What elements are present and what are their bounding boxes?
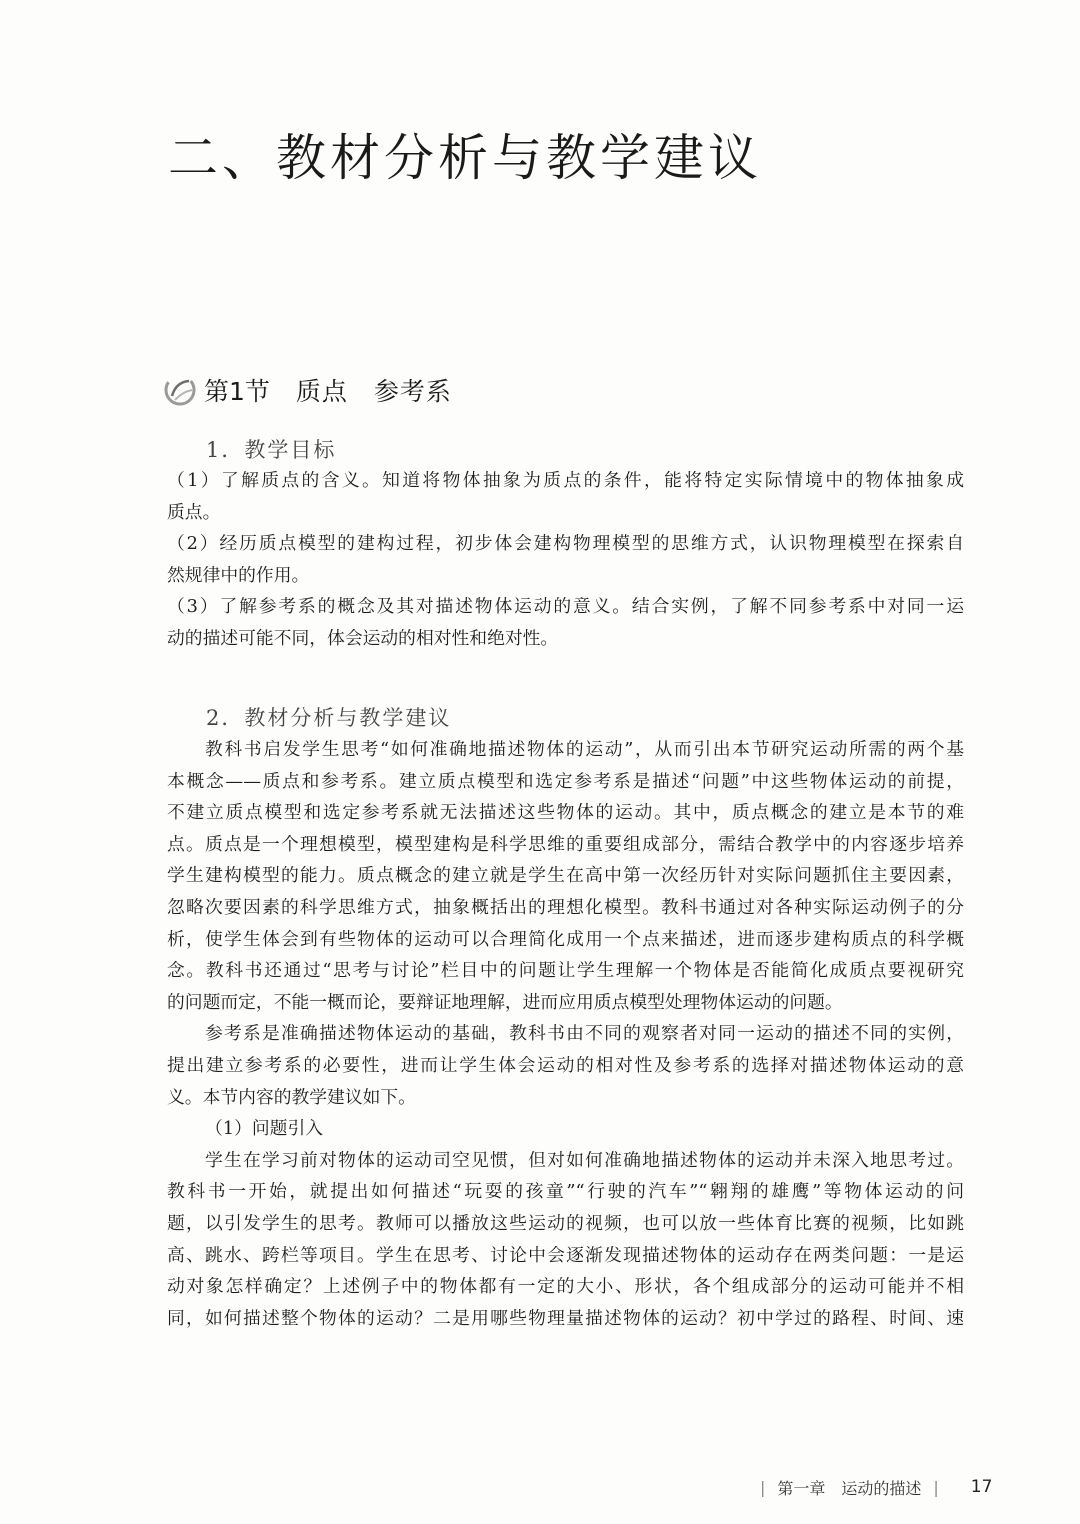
para-1-line-7: 析，使学生体会到有些物体的运动可以合理简化成用一个点来描述，进而逐步建构质点的科学概: [167, 928, 964, 950]
para-1-line-6: 忽略次要因素的科学思维方式，抽象概括出的理想化模型。教科书通过对各种实际运动例子的分: [167, 896, 964, 918]
goal-2-line-1: （2）经历质点模型的建构过程，初步体会建构物理模型的思维方式，认识物理模型在探索自: [167, 533, 964, 555]
para-2-line-3: 义。本节内容的教学建议如下。: [167, 1086, 416, 1108]
section-number: 第1节: [204, 377, 270, 406]
para-1-line-3: 不建立质点模型和选定参考系就无法描述这些物体的运动。其中，质点概念的建立是本节的难: [167, 802, 964, 824]
section-name: 质点 参考系: [295, 377, 452, 406]
goal-3-line-1: （3）了解参考系的概念及其对描述物体运动的意义。结合实例，了解不同参考系中对同一运: [167, 596, 964, 618]
para-2-line-1: 参考系是准确描述物体运动的基础，教科书由不同的观察者对同一运动的描述不同的实例，: [205, 1023, 964, 1045]
para-2-line-2: 提出建立参考系的必要性，进而让学生体会运动的相对性及参考系的选择对描述物体运动的意: [167, 1054, 964, 1076]
para-1-line-9: 的问题而定，不能一概而论，要辩证地理解，进而应用质点模型处理物体运动的问题。: [167, 991, 843, 1013]
goals-heading: 1．教学目标: [206, 438, 337, 462]
para-4-line-4: 高、跳水、跨栏等项目。学生在思考、讨论中会逐渐发现描述物体的运动存在两类问题：一是运: [167, 1244, 964, 1266]
goal-1-line-2: 质点。: [167, 501, 221, 523]
para-4-line-3: 题，以引发学生的思考。教师可以播放这些运动的视频，也可以放一些体育比赛的视频，比如跳: [167, 1212, 964, 1234]
para-1-line-4: 点。质点是一个理想模型，模型建构是科学思维的重要组成部分，需结合教学中的内容逐步培养: [167, 833, 964, 855]
analysis-body: [167, 734, 964, 1334]
swirl-icon: [162, 372, 198, 408]
para-4-line-1: 学生在学习前对物体的运动司空见惯，但对如何准确地描述物体的运动并未深入地思考过。: [205, 1149, 964, 1171]
page-footer: [748, 1474, 992, 1500]
analysis-heading: 2．教材分析与教学建议: [206, 706, 452, 730]
goals-list: [167, 465, 964, 655]
para-4-line-2: 教科书一开始，就提出如何描述“玩耍的孩童”“行驶的汽车”“翱翔的雄鹰”等物体运动的问: [167, 1181, 964, 1203]
page-title: 二、教材分析与教学建议: [168, 129, 762, 187]
para-1-line-1: 教科书启发学生思考“如何准确地描述物体的运动”，从而引出本节研究运动所需的两个基: [205, 739, 964, 760]
footer-separator-left: |: [760, 1477, 766, 1497]
para-1-line-8: 念。教科书还通过“思考与讨论”栏目中的问题让学生理解一个物体是否能简化成质点要视研究: [167, 960, 964, 982]
para-1-line-5: 学生建构模型的能力。质点概念的建立就是学生在高中第一次经历针对实际问题抓住主要因素，: [167, 865, 964, 887]
goal-2-line-2: 然规律中的作用。: [167, 564, 310, 586]
footer-separator-right: |: [933, 1477, 939, 1497]
goal-1-line-1: （1）了解质点的含义。知道将物体抽象为质点的条件，能将特定实际情境中的物体抽象成: [167, 470, 964, 491]
subsection-heading: （1）问题引入: [205, 1118, 324, 1140]
goal-3-line-2: 动的描述可能不同，体会运动的相对性和绝对性。: [167, 627, 559, 649]
para-4-line-6: 同，如何描述整个物体的运动？二是用哪些物理量描述物体的运动？初中学过的路程、时间、速: [167, 1307, 964, 1329]
footer-chapter-label: 第一章 运动的描述: [777, 1478, 922, 1498]
section-heading: [162, 368, 452, 412]
para-4-line-5: 动对象怎样确定？上述例子中的物体都有一定的大小、形状，各个组成部分的运动可能并不相: [167, 1276, 964, 1298]
para-1-line-2: 本概念——质点和参考系。建立质点模型和选定参考系是描述“问题”中这些物体运动的前提，: [167, 770, 964, 792]
page-number: 17: [970, 1477, 993, 1497]
